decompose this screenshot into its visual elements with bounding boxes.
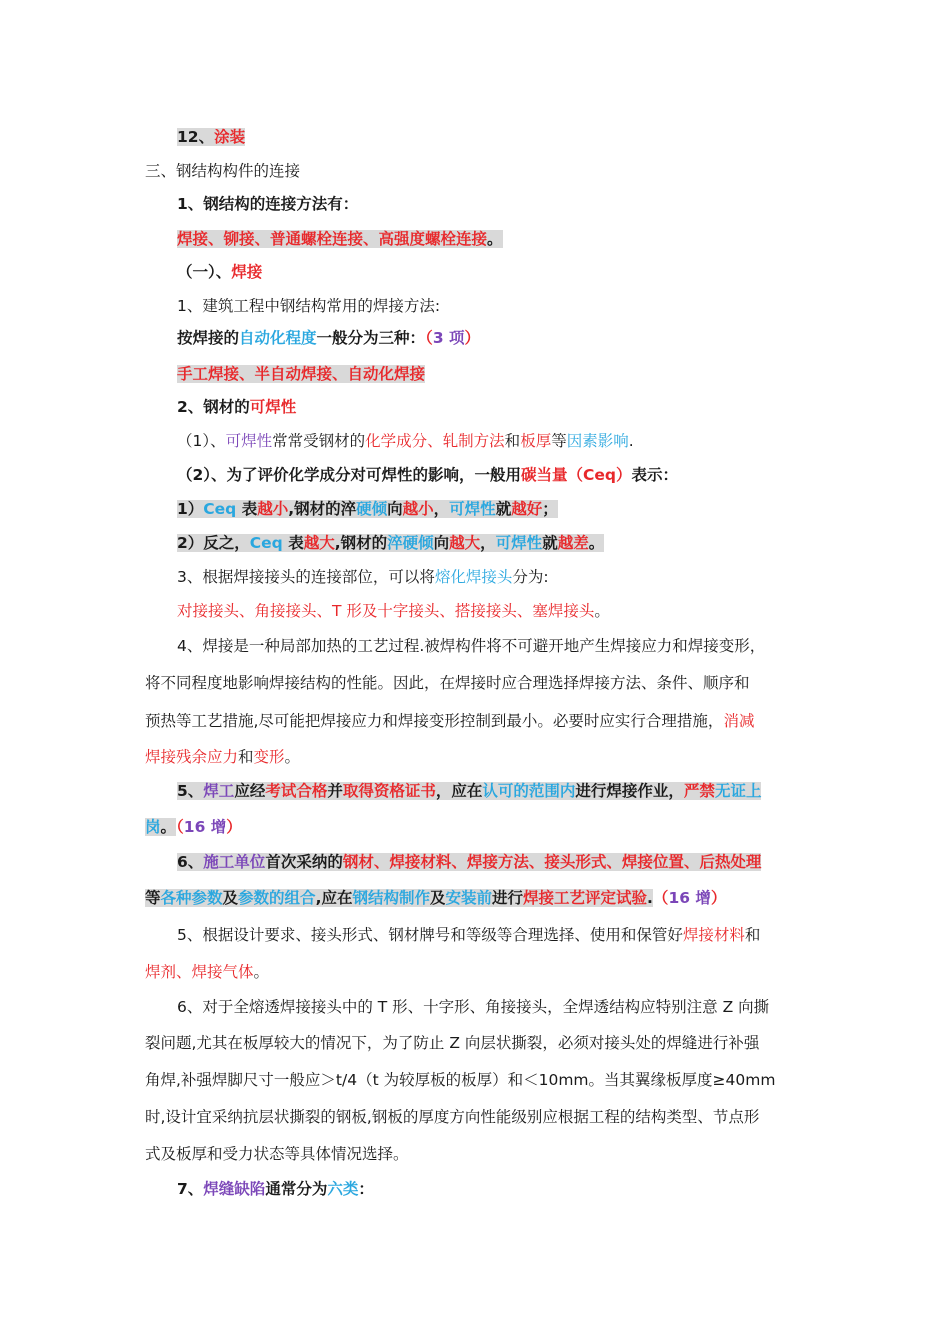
text-segment: 并 (327, 782, 343, 800)
line-procedure-2 (145, 887, 726, 909)
line-para4-3 (145, 710, 754, 732)
text-segment: 16 增 (668, 889, 711, 907)
text-segment: 通常分为 (265, 1180, 328, 1198)
text-segment: 表 (241, 500, 258, 518)
text-segment: 2）反之， (177, 534, 250, 552)
line-para6-1 (177, 996, 769, 1018)
text-segment: 变形 (253, 748, 285, 766)
text-segment: 碳当量（Ceq） (521, 466, 632, 484)
text-segment: 等 (145, 889, 161, 907)
text-segment: 4、焊接是一种局部加热的工艺过程.被焊构件将不可避开地产生焊接应力和焊接变形， (177, 637, 766, 655)
text-segment: 熔化焊接头 (434, 568, 513, 586)
text-segment: ） (710, 889, 727, 907)
text-segment: 参数的组合 (238, 889, 316, 907)
text-segment: 进行 (492, 889, 524, 907)
text-segment: 12、 (177, 128, 215, 146)
text-segment: 7、 (177, 1180, 204, 1198)
text-segment: 可焊性 (249, 398, 297, 416)
text-segment: 淬硬倾 (387, 534, 434, 552)
text-segment: 越大 (303, 534, 335, 552)
text-segment: 6、对于全熔透焊接接头中的 T 形、十字形、角接接头，全焊透结构应特别注意 Z 向撕 (177, 998, 770, 1016)
text-segment: 手工焊接、半自动焊接、自动化焊接 (177, 365, 426, 383)
text-segment: 1） (177, 500, 204, 518)
text-segment: 按焊接的 (177, 329, 240, 347)
line-connection-methods (177, 193, 358, 215)
text-segment: 向 (387, 500, 403, 518)
text-segment: 硬倾 (356, 500, 388, 518)
text-segment: 可焊性 (225, 432, 273, 450)
text-segment: 焊接工艺评定试验 (523, 889, 648, 907)
text-segment: Ceq (249, 534, 289, 552)
text-segment: 就 (495, 500, 512, 518)
text-segment: （1）、 (177, 432, 226, 450)
text-segment: 焊接 (231, 263, 263, 281)
line-ceq-large (177, 532, 604, 554)
text-segment: 。 (594, 602, 610, 620)
line-section-3 (145, 160, 300, 182)
text-segment: 各种参数 (160, 889, 223, 907)
line-welder-1 (177, 780, 761, 802)
text-segment: 1、钢结构的连接方法有： (177, 195, 359, 213)
text-segment: 。 (487, 230, 503, 248)
text-segment: 分为: (512, 568, 549, 586)
text-segment: 化学成分、轧制方法 (365, 432, 505, 450)
text-segment: 式及板厚和受力状态等具体情况选择。 (145, 1145, 409, 1163)
text-segment: 焊缝缺陷 (203, 1180, 266, 1198)
text-segment: ,应在 (315, 889, 353, 907)
text-segment: ； (542, 500, 558, 518)
text-segment: 严禁 (683, 782, 715, 800)
text-segment: 首次采纳的 (265, 853, 343, 871)
line-three-types (177, 363, 425, 385)
text-segment: 3 项 (432, 329, 465, 347)
text-segment: ， (480, 534, 496, 552)
text-segment: 安装前 (445, 889, 492, 907)
text-segment: 认可的范围内 (482, 782, 576, 800)
text-segment: 。 (253, 963, 270, 981)
line-welding-methods (177, 295, 440, 317)
text-segment: 焊剂、焊接气体 (145, 963, 254, 981)
text-segment: 等 (551, 432, 567, 450)
text-segment: 板厚 (520, 432, 552, 450)
text-segment: 钢结构制作 (352, 889, 430, 907)
text-segment: 自动化程度 (239, 329, 317, 347)
text-segment: 。 (284, 748, 301, 766)
text-segment: 越大 (449, 534, 481, 552)
line-materials-1 (177, 924, 760, 946)
text-segment: 越差 (557, 534, 589, 552)
line-defects-heading (177, 1178, 374, 1200)
line-methods-list (177, 228, 503, 250)
text-segment: 应经 (234, 782, 266, 800)
line-weldability-heading (177, 396, 296, 418)
text-segment: 及 (429, 889, 446, 907)
text-segment: 5、 (177, 782, 204, 800)
line-para6-2 (145, 1032, 759, 1054)
text-segment: ： (358, 1180, 374, 1198)
text-segment: 。 (160, 818, 177, 836)
text-segment: （ (652, 889, 669, 907)
text-segment: 消减 (723, 712, 755, 730)
text-segment: ） (464, 329, 481, 347)
text-segment: 1、建筑工程中钢结构常用的焊接方法: (177, 297, 441, 315)
text-segment: 施工单位 (203, 853, 266, 871)
text-segment: 焊接残余应力 (145, 748, 239, 766)
line-para6-3 (145, 1069, 775, 1091)
text-segment: 6、 (177, 853, 204, 871)
line-para4-2 (145, 672, 750, 694)
text-segment: 表示： (631, 466, 679, 484)
line-para6-5 (145, 1143, 409, 1165)
text-segment: ，应在 (435, 782, 483, 800)
line-para4-4 (145, 746, 300, 768)
text-segment: 向 (433, 534, 450, 552)
text-segment: 时,设计宜采纳抗层状撕裂的钢板,钢板的厚度方向性能级别应根据工程的结构类型、节点形 (145, 1108, 760, 1126)
text-segment: 预热等工艺措施,尽可能把焊接应力和焊接变形控制到最小。必要时应实行合理措施， (145, 712, 724, 730)
text-segment: （2）、为了评价化学成分对可焊性的影响，一般用 (177, 466, 522, 484)
text-segment: ， (433, 500, 450, 518)
text-segment: 表 (288, 534, 304, 552)
line-procedure-1 (177, 851, 761, 873)
text-segment: 及 (222, 889, 239, 907)
line-weldability-1 (177, 430, 634, 452)
text-segment: ,钢材的 (334, 534, 388, 552)
text-segment: 3、根据焊接接头的连接部位，可以将 (177, 568, 435, 586)
text-segment: 越小 (257, 500, 289, 518)
text-segment: 16 增 (183, 818, 227, 836)
line-joint-types (177, 566, 549, 588)
text-segment: （ (425, 329, 433, 347)
text-segment: 常常受钢材的 (272, 432, 366, 450)
text-segment: 。 (588, 534, 605, 552)
line-ceq-small (177, 498, 558, 520)
text-segment: 六类 (327, 1180, 359, 1198)
text-segment: 钢材、焊接材料、焊接方法、接头形式、焊接位置、后热处理 (342, 853, 762, 871)
text-segment: 越好 (511, 500, 543, 518)
line-welder-2 (145, 816, 242, 838)
text-segment: 越小 (402, 500, 434, 518)
text-segment: 2、钢材的 (177, 398, 250, 416)
text-segment: 进行焊接作业， (575, 782, 684, 800)
line-joint-list (177, 600, 610, 622)
text-segment: 因素影响 (566, 432, 629, 450)
text-segment: ） (226, 818, 242, 836)
line-welding-heading (177, 261, 262, 283)
text-segment: 考试合格 (265, 782, 328, 800)
text-segment: 将不同程度地影响焊接结构的性能。因此，在焊接时应合理选择焊接方法、条件、顺序和 (145, 674, 750, 692)
line-para4-1 (177, 635, 765, 657)
text-segment: 和 (744, 926, 761, 944)
text-segment: 取得资格证书 (342, 782, 436, 800)
text-segment: 焊接材料 (682, 926, 745, 944)
text-segment: ,钢材的淬 (288, 500, 357, 518)
text-segment: 岗 (145, 818, 161, 836)
text-segment: 就 (542, 534, 558, 552)
text-segment: 角焊,补强焊脚尺寸一般应＞t/4（t 为较厚板的板厚）和＜10mm。当其翼缘板厚度≥40mm (145, 1071, 776, 1089)
text-segment: 可焊性 (495, 534, 543, 552)
text-segment: 可焊性 (449, 500, 496, 518)
text-segment: 涂装 (214, 128, 246, 146)
line-weldability-2 (177, 464, 678, 486)
line-heading-12 (177, 126, 245, 148)
text-segment: Ceq (203, 500, 242, 518)
text-segment: （ (176, 818, 184, 836)
text-segment: 5、根据设计要求、接头形式、钢材牌号和等级等合理选择、使用和保管好 (177, 926, 683, 944)
text-segment: 和 (238, 748, 254, 766)
text-segment: 对接接头、角接接头、T 形及十字接头、搭接接头、塞焊接头 (177, 602, 595, 620)
text-segment: . (647, 889, 653, 907)
line-para6-4 (145, 1106, 759, 1128)
text-segment: 裂问题,尤其在板厚较大的情况下，为了防止 Z 向层状撕裂，必须对接头处的焊缝进行补强 (145, 1034, 760, 1052)
text-segment: 无证上 (714, 782, 762, 800)
text-segment: . (628, 432, 634, 450)
text-segment: 三、钢结构构件的连接 (145, 162, 301, 180)
text-segment: 焊接、铆接、普通螺栓连接、高强度螺栓连接 (177, 230, 488, 248)
text-segment: （一）、 (177, 263, 232, 281)
line-materials-2 (145, 961, 269, 983)
text-segment: 一般分为三种： (316, 329, 426, 347)
line-automation (177, 327, 480, 349)
text-segment: 和 (504, 432, 521, 450)
text-segment: 焊工 (203, 782, 235, 800)
